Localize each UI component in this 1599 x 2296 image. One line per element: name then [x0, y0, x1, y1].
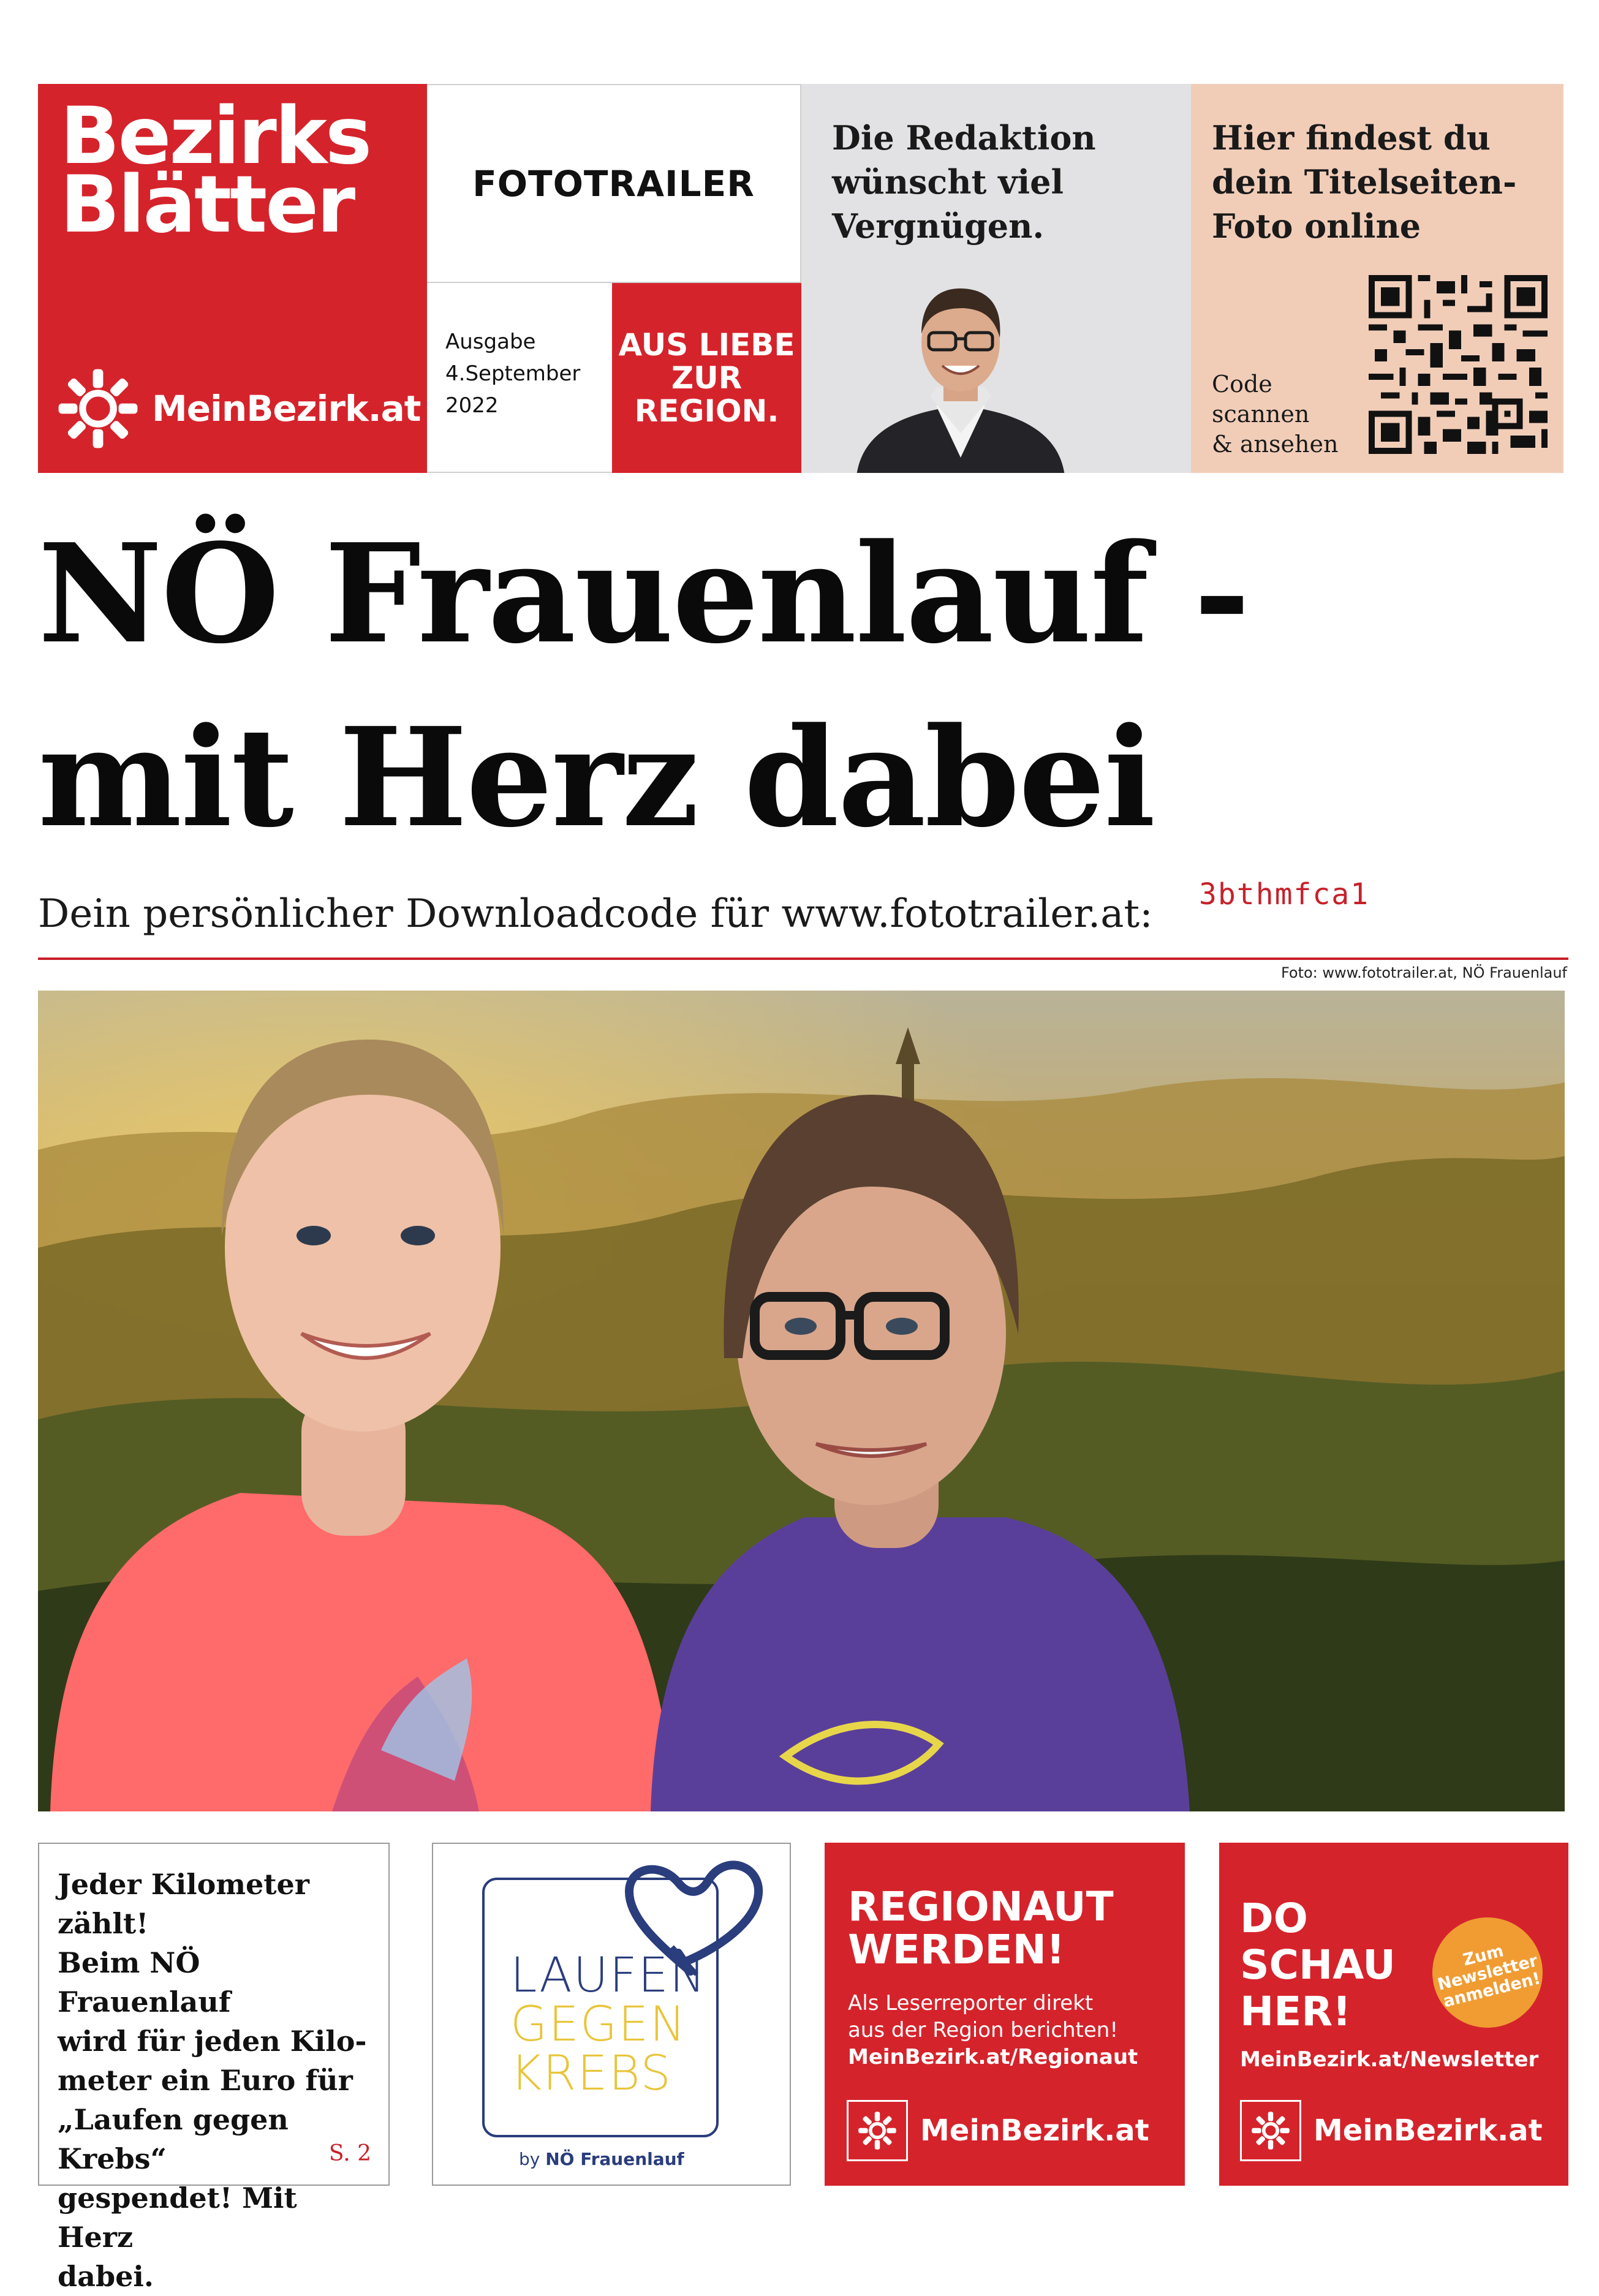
sun-burst-icon	[55, 366, 141, 451]
editor-portrait-image	[838, 274, 1083, 473]
sun-burst-icon	[847, 2100, 908, 2161]
newsletter-ad[interactable]	[1219, 1843, 1568, 2186]
edition-text: Ausgabe 4.September 2022	[445, 330, 581, 418]
laufen-gegen-krebs-logo-box	[432, 1843, 791, 2186]
editor-note: Die Redaktion wünscht viel Vergnügen.	[832, 118, 1096, 246]
brand-block	[38, 84, 427, 473]
newsletter-brand[interactable]: MeinBezirk.at	[1314, 2113, 1543, 2148]
logo-word-gegen: GEGEN	[510, 1997, 687, 2052]
newsletter-brand-row	[1240, 2100, 1543, 2161]
article-teaser[interactable]	[38, 1843, 390, 2293]
regionaut-ad[interactable]	[825, 1843, 1185, 2186]
regionaut-subtitle: Als Leserreporter direkt aus der Region berichten!	[848, 1991, 1118, 2042]
newsletter-url[interactable]: MeinBezirk.at/Newsletter	[1240, 2047, 1539, 2072]
regionaut-url[interactable]: MeinBezirk.at/Regionaut	[848, 2045, 1138, 2069]
logo-by: by	[519, 2149, 540, 2169]
brand-title: Bezirks Blätter	[60, 91, 371, 251]
headline: NÖ Frauenlauf - mit Herz dabei	[38, 515, 1249, 858]
edition-box	[427, 283, 612, 473]
regionaut-brand[interactable]: MeinBezirk.at	[920, 2113, 1149, 2148]
section-label-box	[427, 84, 801, 283]
qr-code-icon[interactable]	[1369, 275, 1548, 454]
brand-url[interactable]: MeinBezirk.at	[152, 388, 421, 429]
editor-note-box	[801, 84, 1191, 473]
logo-byline	[519, 2149, 684, 2169]
cover-photo	[38, 991, 1565, 1811]
newsletter-badge-text: Zum Newsletter anmelden!	[1435, 1941, 1543, 2011]
newsletter-title: DO SCHAU HER!	[1240, 1895, 1396, 2035]
logo-word-laufen: LAUFEN	[510, 1948, 707, 2003]
brand-url-row	[55, 366, 420, 451]
logo-word-krebs: KREBS	[510, 2046, 672, 2101]
photo-credit: Foto: www.fototrailer.at, NÖ Frauenlauf	[1280, 964, 1567, 981]
qr-headline: Hier findest du dein Titelseiten- Foto online	[1212, 118, 1517, 246]
newsletter-badge[interactable]	[1421, 1906, 1554, 2039]
logo-org: NÖ Frauenlauf	[545, 2149, 684, 2169]
download-label: Dein persönlicher Downloadcode für www.fototrailer.at:	[38, 891, 1153, 937]
regionaut-title: REGIONAUT WERDEN!	[848, 1883, 1114, 1973]
slogan-box	[612, 283, 801, 473]
slogan-text: AUS LIEBE ZUR REGION.	[618, 327, 795, 429]
qr-caption: Code scannen & ansehen	[1212, 371, 1339, 458]
sun-burst-icon	[1240, 2100, 1301, 2161]
headline-rule	[38, 957, 1568, 960]
article-teaser-text: Jeder Kilometer zählt! Beim NÖ Frauenlauf wird für jeden Kilo- meter ein Euro für „Laufen gegen Krebs“ gespendet! Mit Herz dabei.	[58, 1868, 367, 2293]
download-code: 3bthmfca1	[1199, 877, 1370, 912]
regionaut-brand-row	[847, 2100, 1149, 2161]
section-label: FOTOTRAILER	[472, 162, 755, 205]
qr-box	[1191, 84, 1563, 473]
article-page-ref[interactable]: S. 2	[328, 2141, 371, 2166]
